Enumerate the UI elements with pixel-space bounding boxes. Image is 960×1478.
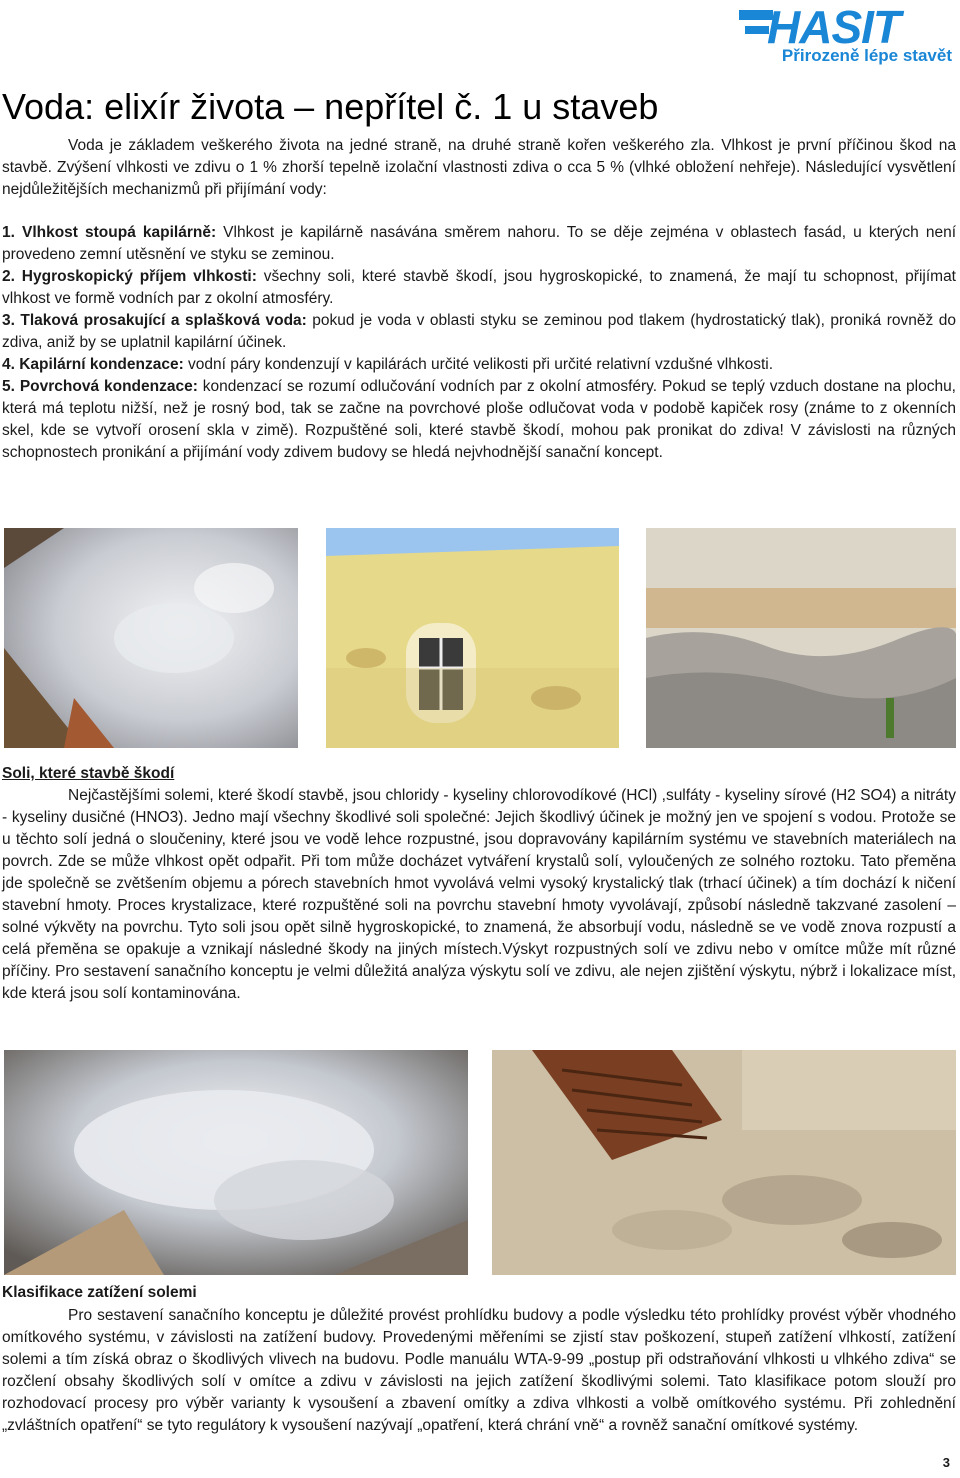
logo-tagline: Přirozeně lépe stavět [781,46,952,65]
classification-heading: Klasifikace zatížení solemi [2,1284,197,1301]
mechanism-label: 5. Povrchová kondenzace: [2,378,198,395]
salts-heading: Soli, které stavbě škodí [2,765,175,782]
intro-section [2,135,956,201]
page-number: 3 [942,1455,950,1470]
intro-paragraph: Voda je základem veškerého života na jedné straně, na druhé straně kořen veškerého zla. Vlhkost je první příčinou škod na stavbě. Zvýšení vlhkosti ve zdivu o 1 % zhorší tepelně izolační vlastnosti zdiva o cca 5 % (vlhké obložení nehřeje). Následující vysvětlení nejdůležitějších mechanizmů při přijímání vody: [2,137,956,198]
mechanism-label: 4. Kapilární kondenzace: [2,356,184,373]
classification-paragraph: Pro sestavení sanačního konceptu je důležité provést prohlídku budovy a podle výsledku této prohlídky provést výběr vhodného omítkového systému, v závislosti na zatížení budovy. Provedenými měřeními se zjistí stav poškození, stupeň zatížení vlhkostí, zatížení solemi a tím získá obraz o škodlivých vlivech na budovu. Podle manuálu WTA-9-99 „postup při odstraňování vlhkosti u vlhkého zdiva“ se rozčlení obsahy škodlivých solí v omítce a zdivu v závislosti na jejich zatížení škodlivými solemi. Tato klasifikace potom slouží pro rozhodovací procesy pro výběr varianty k vysoušení a zbavení omítky a zdiva vlhkosti a volbě omítkového systému. Při zohlednění „zvláštních opatření“ se tyto regulátory k vysoušení nazývají „opatření, která chrání vně“ a rovněž sanační omítkové systémy. [2,1307,956,1434]
mechanism-text: všechny soli, které stavbě škodí, jsou hygroskopické, to znamená, že mají tu schopnost, přijímat vlhkost ve formě vodních par z okolní atmosféry. [2,268,956,307]
mechanism-text: Vlhkost je kapilárně nasávána směrem nahoru. To se děje zejména v oblastech fasád, u kterých není provedeno zemní utěsnění ve styku se zeminou. [2,224,956,263]
mechanism-item-2 [2,266,956,310]
mechanism-text: pokud je voda v oblasti styku se zeminou pod tlakem (hydrostatický tlak), proniká rovněž do zdiva, aniž by se uplatnil kapilární účinek. [2,312,956,351]
salts-section [2,785,956,1005]
mechanism-item-4 [2,354,956,376]
mechanism-item-5 [2,376,956,464]
mechanism-label: 1. Vlhkost stoupá kapilárně: [2,224,217,241]
page-title: Voda: elixír života – nepřítel č. 1 u staveb [2,86,659,127]
mechanisms-list [2,222,956,464]
photo-peeling-plaster-shutter [492,1050,956,1275]
hasit-logo [739,1,954,66]
mechanism-label: 3. Tlaková prosakující a splašková voda: [2,312,307,329]
mechanism-item-1 [2,222,956,266]
photo-salt-crystals-closeup [4,1050,468,1275]
mechanism-text: vodní páry kondenzují v kapilárách určité velikosti při určité relativní vzdušné vlhkosti. [183,356,774,373]
mechanism-label: 2. Hygroskopický příjem vlhkosti: [2,268,257,285]
logo-wordmark: HASIT [767,1,900,53]
photo-damp-plaster-wall [646,528,956,748]
salts-paragraph: Nejčastějšími solemi, které škodí stavbě, jsou chloridy - kyseliny chlorovodíkové (HCl) ,sulfáty - kyseliny sírové (H2 SO4) a nitráty - kyseliny dusičné (HNO3). Jedno mají všechny škodlivé soli společné: Jejich škodlivý účinek je možný jen ve spojení s vodou. Protože se u těchto solí jedná o sloučeniny, které jsou ve vodě lehce rozpustné, jsou dopravovány kapilárním systému ve stavebních materiálech na povrch. Zde se může vlhkost opět odpařit. Při tom může docházet vytváření krystalů solí, vyloučených ze solného roztoku. Tato přeměna jde společně se zvětšením objemu a pórech stavebních hmot vyvolává velmi vysoký krystalický tlak (trhací účinek) a tím dochází k ničení stavební hmoty. Proces krystalizace, které rozpuštěné soli na povrchu stavební hmoty vyvolávají, způsobí následně takzvané zasolení – solné výkvěty na povrchu. Tyto soli jsou opět silně hygroskopické, to znamená, že absorbují vodu, následně se ve vodě znova rozpustí a celá přeměna se opakuje a vznikají následné škody na jiných místech.Výskyt rozpustných solí ve zdivu nebo v omítce může mít různé příčiny. Pro sestavení sanačního konceptu je velmi důležitá analýza výskytu solí ve zdivu, ale nejen zjištění výskytu, nýbrž i lokalizace míst, kde která jsou solí kontaminována. [2,787,956,1002]
classification-section [2,1305,956,1437]
mechanism-item-3 [2,310,956,354]
mechanism-text: kondenzací se rozumí odlučování vodních par z okolní atmosféry. Pokud se teplý vzduch dostane na plochu, která má teplotu nižší, než je rosný bod, tak se začne na povrchové ploše odlučovat voda v podobě kapiček rosy (známe to z okenních skel, kde se vytvoří orosení skla v zimě). Rozpuštěné soli, které stavbě škodí, mohou pak pronikat do zdiva! V závislosti na různých schopnostech pronikání a přijímání vody zdivem budovy se hledá nejvhodnější sanační koncept. [2,378,956,461]
photo-salt-efflorescence-wall [4,528,298,748]
photo-yellow-facade-window [326,528,619,748]
